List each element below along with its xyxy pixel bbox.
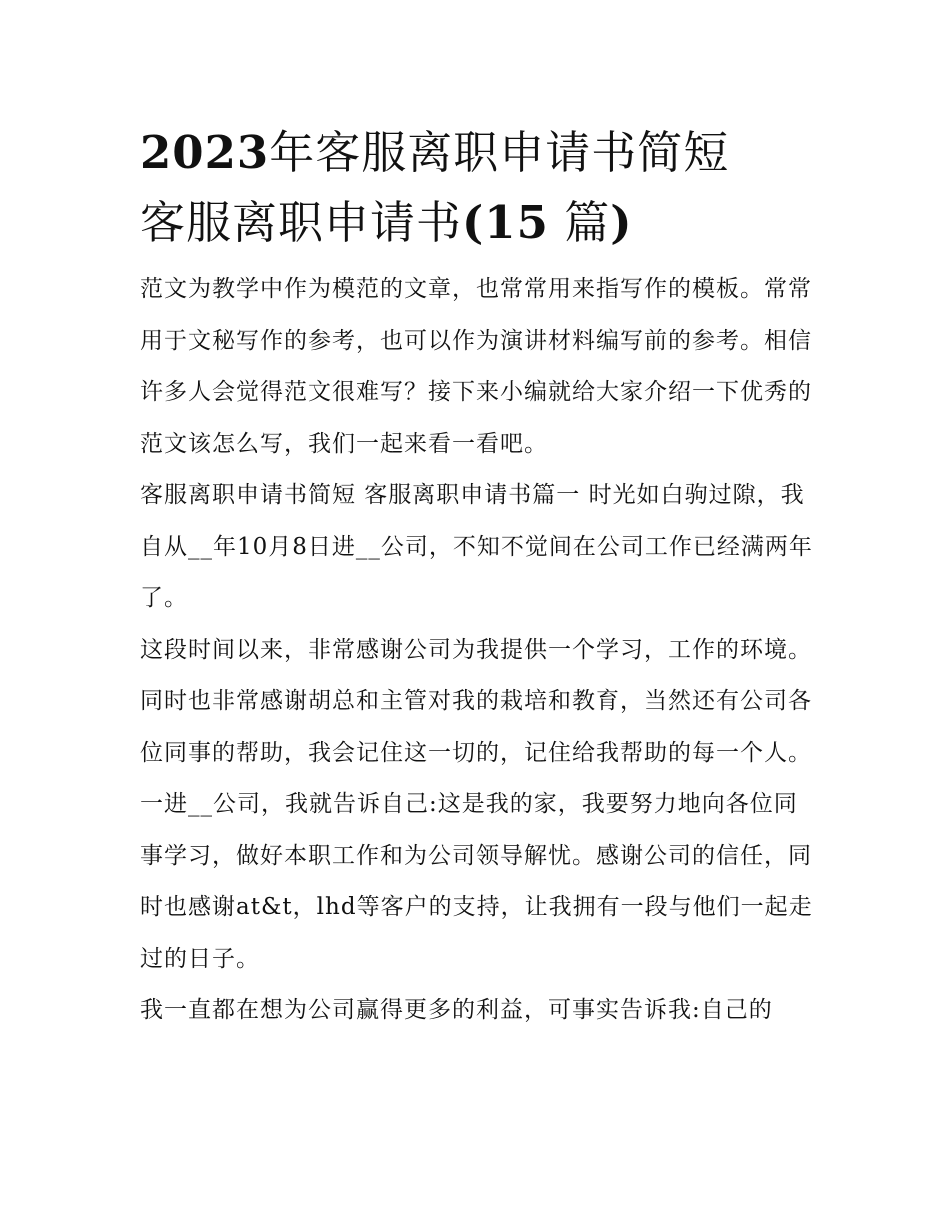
paragraph-intro: 范文为教学中作为模范的文章，也常常用来指写作的模板。常常用于文秘写作的参考，也可以作为演讲材料编写前的参考。相信许多人会觉得范文很难写？接下来小编就给大家介绍一下优秀的范文该怎么写，我们一起来看一看吧。 [140,276,812,457]
title-line-2-text: 客服离职申请书 [140,196,463,249]
paragraph-4: 我一直都在想为公司赢得更多的利益，可事实告诉我:自己的 [140,997,773,1023]
title-count-unit: 篇 [564,196,611,249]
paragraph-2: 这段时间以来，非常感谢公司为我提供一个学习，工作的环境。同时也非常感谢胡总和主管对我的栽培和教育，当然还有公司各位同事的帮助，我会记住这一切的，记住给我帮助的每一个人。 [140,636,812,766]
title-line-1-text: 年客服离职申请书简短 [269,126,730,179]
title-line-1 [140,118,815,188]
title-close-paren: ) [610,196,633,249]
document-content [140,118,815,1037]
paragraph-1: 客服离职申请书简短 客服离职申请书篇一 时光如白驹过隙，我自从__年10月8日进__公司，不知不觉间在公司工作已经满两年了。 [140,482,813,611]
title-line-2 [140,188,815,258]
paragraph-3: 一进__公司，我就告诉自己:这是我的家，我要努力地向各位同事学习，做好本职工作和为公司领导解忧。感谢公司的信任，同时也感谢at&t，lhd等客户的支持，让我拥有一段与他们一起走过的日子。 [140,791,813,972]
document-title [140,118,815,258]
title-year: 2023 [140,126,270,179]
title-count: (15 [462,196,549,249]
